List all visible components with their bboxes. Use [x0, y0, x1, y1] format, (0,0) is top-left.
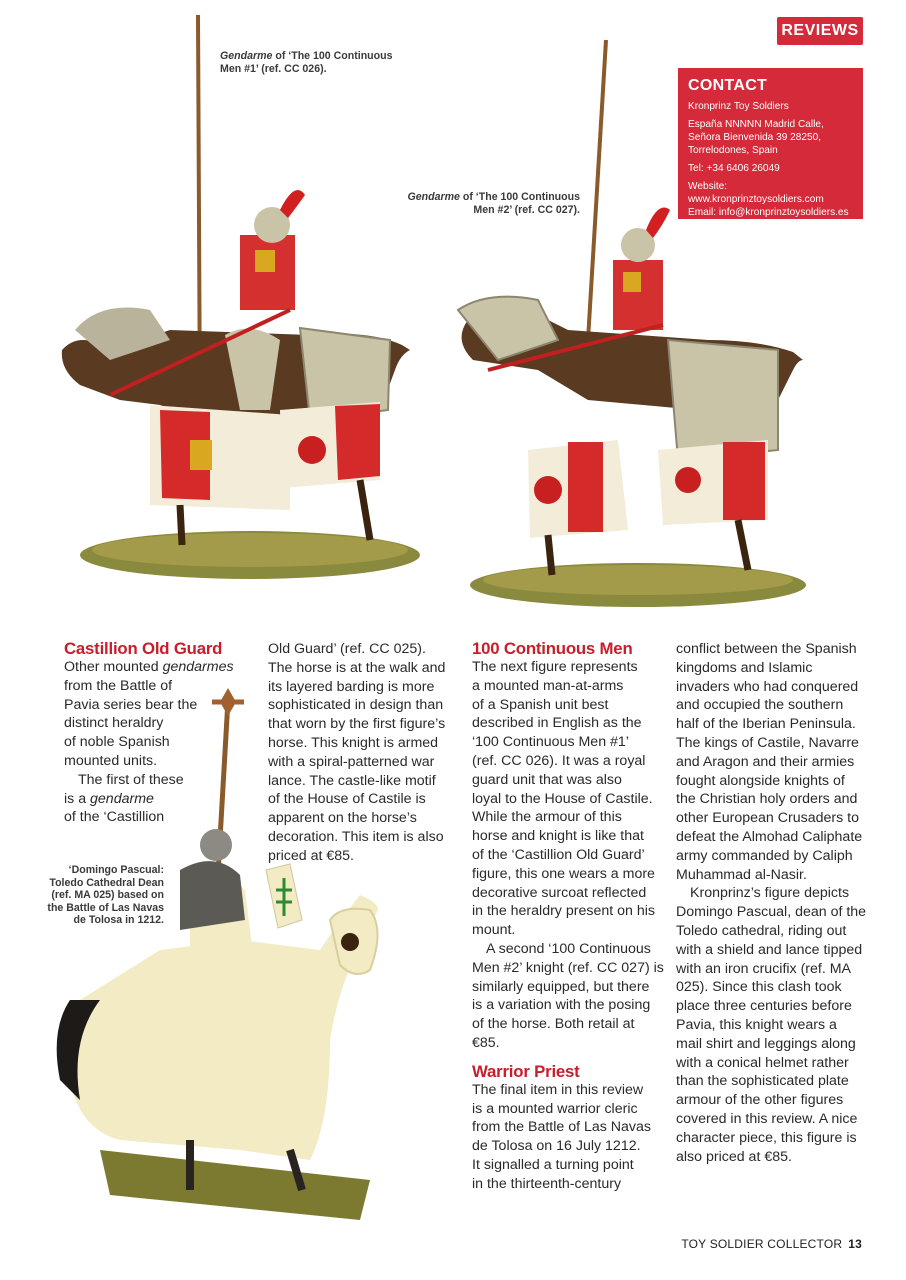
text-line: similarly equipped, but there: [472, 978, 650, 995]
text-line: covered in this review. A nice: [676, 1110, 858, 1127]
text-line: The first of these: [78, 771, 184, 788]
text-line: Kronprinz’s figure depicts: [690, 885, 850, 902]
address-line: España NNNNN Madrid Calle,: [688, 119, 824, 130]
magazine-name: TOY SOLDIER COLLECTOR: [681, 1237, 843, 1251]
caption-text: de Tolosa in 1212.: [73, 914, 164, 926]
text-line: from the Battle of Las Navas: [472, 1119, 652, 1136]
text-line: Pavia, this knight wears a: [676, 1016, 837, 1033]
text-line: army commanded by Caliph: [676, 847, 853, 864]
text-line: The next figure represents: [472, 659, 638, 675]
text-line: place three centuries before: [676, 998, 852, 1015]
caption-text: of ‘The 100 Continuous: [459, 191, 580, 203]
text-italic: gendarmes: [162, 659, 234, 675]
text-line: defeat the Almohad Caliphate: [676, 828, 863, 845]
contact-tel: Tel: +34 6406 26049: [688, 163, 780, 174]
text-line: guard unit that was also: [472, 771, 622, 788]
text-line: with a spiral-patterned war: [268, 753, 435, 770]
text-line: of the House of Castile is: [268, 791, 426, 808]
knight-2-photo: [448, 40, 808, 610]
text-line: is a variation with the posing: [472, 997, 651, 1014]
section-heading-100-continuous-men: 100 Continuous Men: [472, 639, 633, 658]
text-line: in the heraldry present on his: [472, 903, 655, 920]
caption-knight-1: [220, 50, 420, 75]
text-line: from the Battle of: [64, 677, 173, 694]
paragraph: [268, 640, 458, 866]
page-footer: [681, 1237, 862, 1251]
caption-italic: Gendarme: [407, 191, 460, 203]
text-italic: gendarme: [90, 790, 154, 807]
text-line: is a: [64, 790, 91, 807]
text-line: armour of the other figures: [676, 1092, 844, 1109]
text-line: 025). Since this clash took: [676, 979, 842, 996]
caption-text: ‘Domingo Pascual:: [68, 864, 164, 876]
text-line: Other mounted: [64, 659, 163, 675]
caption-warrior-priest: [30, 864, 164, 927]
text-line: The horse is at the walk and: [268, 659, 446, 676]
text-line: than the sophisticated plate: [676, 1073, 849, 1090]
address-line: Señora Bienvenida 39 28250,: [688, 132, 822, 143]
text-line: €85.: [472, 1034, 500, 1051]
text-line: with an iron crucifix (ref. MA: [676, 960, 852, 977]
section-heading-castillion: Castillion Old Guard: [64, 639, 223, 658]
text-line: other European Crusaders to: [676, 810, 859, 827]
text-line: lance. The castle-like motif: [268, 772, 436, 789]
text-line: horse and knight is like that: [472, 828, 644, 845]
section-heading-warrior-priest: Warrior Priest: [472, 1061, 580, 1081]
text-line: figure, this one wears a more: [472, 865, 655, 882]
text-line: While the armour of this: [472, 809, 622, 826]
caption-text: Toledo Cathedral Dean: [49, 876, 164, 889]
text-line: loyal to the House of Castile.: [472, 790, 653, 807]
contact-company: Kronprinz Toy Soldiers: [688, 101, 789, 112]
page-number: 13: [848, 1237, 862, 1251]
text-line: distinct heraldry: [64, 715, 164, 732]
text-line: the Christian holy orders and: [676, 791, 858, 808]
text-line: The kings of Castile, Navarre: [676, 734, 859, 751]
article-column-2: [268, 640, 458, 866]
paragraph: [64, 658, 254, 827]
text-line: half of the Iberian Peninsula.: [676, 716, 856, 733]
text-line: of the ‘Castillion: [64, 809, 165, 826]
text-line: character piece, this figure is: [676, 1129, 857, 1146]
text-line: decorative surcoat reflected: [472, 884, 647, 901]
text-line: also priced at €85.: [676, 1148, 792, 1165]
section-badge: REVIEWS: [777, 17, 863, 45]
text-line: Pavia series bear the: [64, 696, 198, 713]
text-line: (ref. CC 026). It was a royal: [472, 752, 646, 769]
text-line: is a mounted warrior cleric: [472, 1100, 638, 1117]
caption-knight-2: [370, 191, 580, 216]
text-line: It signalled a turning point: [472, 1156, 634, 1173]
text-line: that worn by the first figure’s: [268, 716, 446, 733]
article-column-1: [64, 639, 254, 827]
caption-text: Men #2’ (ref. CC 027).: [473, 203, 580, 216]
text-line: of noble Spanish: [64, 734, 170, 751]
caption-text: (ref. MA 025) based on: [51, 889, 164, 901]
text-line: described in English as the: [472, 715, 642, 732]
text-line: Domingo Pascual, dean of the: [676, 904, 867, 921]
caption-italic: Gendarme: [220, 50, 273, 62]
text-line: kingdoms and Islamic: [676, 659, 813, 676]
text-line: priced at €85.: [268, 847, 354, 864]
address-line: Torrelodones, Spain: [688, 145, 778, 156]
contact-email: Email: info@kronprinztoysoldiers.es: [688, 207, 849, 218]
contact-website: Website: www.kronprinztoysoldiers.com: [688, 181, 824, 205]
text-line: decoration. This item is also: [268, 828, 444, 845]
text-line: and Aragon and their armies: [676, 753, 855, 770]
knight-1-photo: [50, 10, 430, 590]
text-line: apparent on the horse’s: [268, 810, 417, 827]
text-line: fought alongside knights of: [676, 772, 845, 789]
article-column-3: [472, 639, 672, 1194]
text-line: of the ‘Castillion Old Guard’: [472, 846, 645, 863]
text-line: mount.: [472, 922, 516, 939]
text-line: Men #2’ knight (ref. CC 027) is: [472, 959, 664, 976]
text-line: The final item in this review: [472, 1081, 644, 1098]
text-line: Old Guard’ (ref. CC 025).: [268, 641, 426, 657]
text-line: sophisticated in design than: [268, 697, 444, 714]
caption-text: Men #1’ (ref. CC 026).: [220, 62, 327, 75]
text-line: Toledo cathedral, riding out: [676, 922, 847, 939]
text-line: invaders who had conquered: [676, 678, 859, 695]
caption-text: of ‘The 100 Continuous: [272, 50, 393, 62]
caption-text: the Battle of Las Navas: [47, 901, 164, 914]
text-line: its layered barding is more: [268, 678, 435, 695]
text-line: of the horse. Both retail at: [472, 1016, 635, 1033]
text-line: with a shield and lance tipped: [676, 941, 863, 958]
paragraph: [472, 1081, 672, 1194]
article-column-4: [676, 640, 876, 1166]
text-line: mail shirt and leggings along: [676, 1035, 856, 1052]
paragraph: [472, 658, 672, 1053]
contact-heading: CONTACT: [688, 77, 768, 94]
text-line: Muhammad al-Nasir.: [676, 866, 807, 883]
text-line: with a conical helmet rather: [676, 1054, 849, 1071]
text-line: ‘100 Continuous Men #1’: [472, 734, 629, 751]
text-line: in the thirteenth-century: [472, 1175, 622, 1192]
text-line: horse. This knight is armed: [268, 734, 439, 751]
text-line: and occupied the southern: [676, 697, 844, 714]
text-line: of a Spanish unit best: [472, 696, 609, 713]
paragraph: [676, 640, 876, 1166]
text-line: mounted units.: [64, 752, 158, 769]
text-line: conflict between the Spanish: [676, 641, 857, 657]
text-line: A second ‘100 Continuous: [486, 940, 651, 957]
text-line: a mounted man-at-arms: [472, 677, 624, 694]
text-line: de Tolosa on 16 July 1212.: [472, 1138, 641, 1155]
